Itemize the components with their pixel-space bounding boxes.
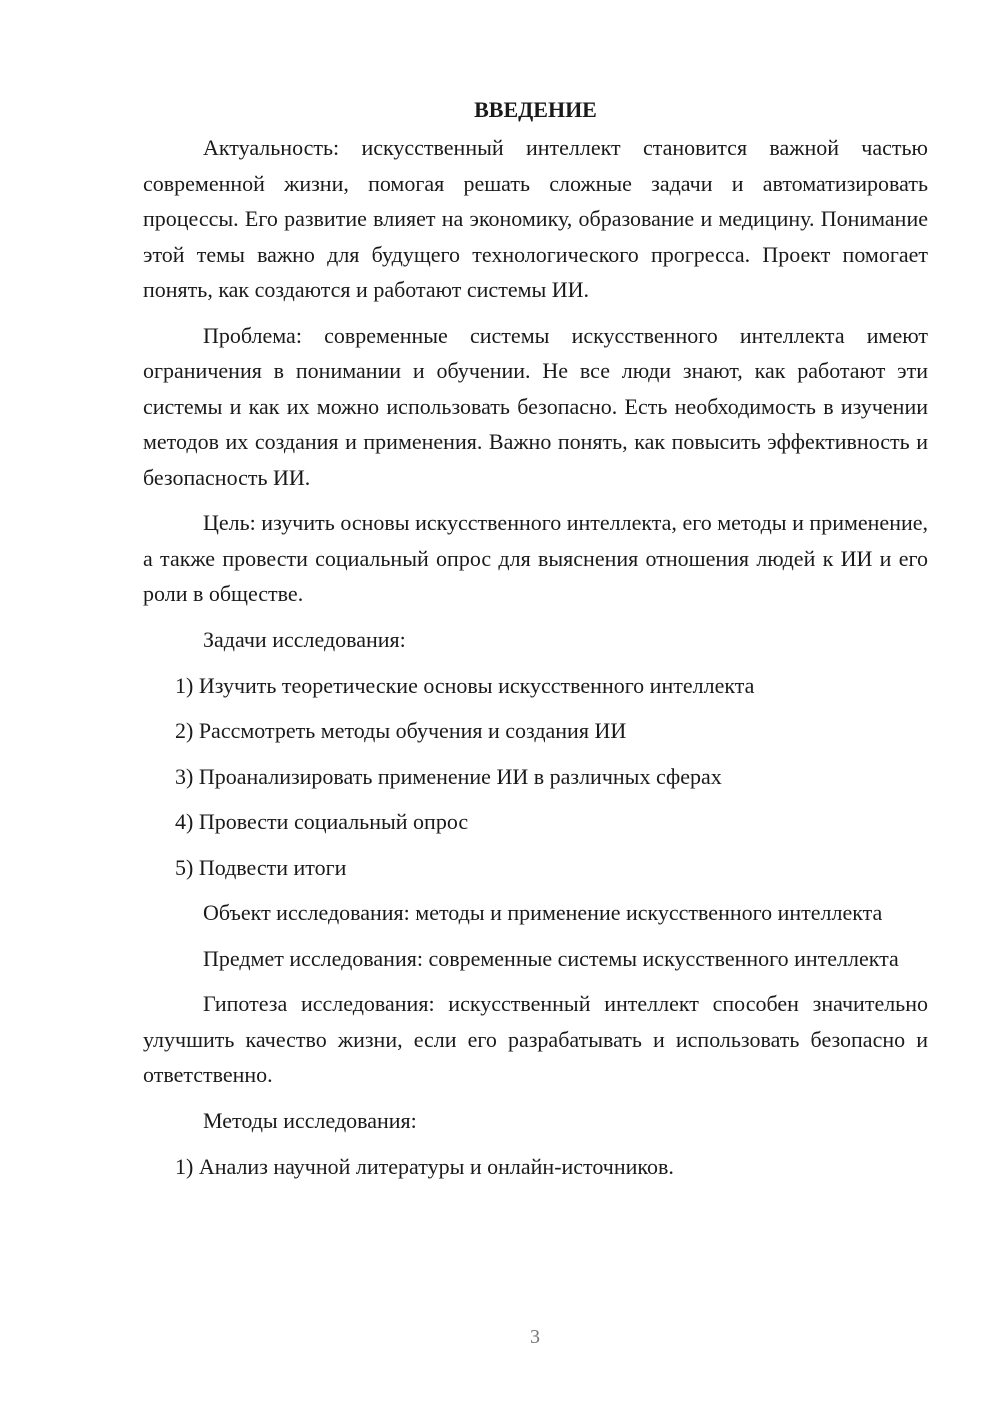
page-title: ВВЕДЕНИЕ <box>474 97 597 122</box>
relevance-paragraph: Актуальность: искусственный интеллект становится важной частью современной жизни, помогая решать сложные задачи и автоматизировать процессы. Его развитие влияет на экономику, образование и медицину. Понимание этой темы важно для будущего технологического прогресса. Проект помогает понять, как создаются и работают системы ИИ. <box>143 135 928 302</box>
problem-paragraph: Проблема: современные системы искусственного интеллекта имеют ограничения в понимании и обучении. Не все люди знают, как работают эти системы и как их можно использовать безопасно. Есть необходимость в изучении методов их создания и применения. Важно понять, как повысить эффективность и безопасность ИИ. <box>143 322 928 490</box>
task-item: 5) Подвести итоги <box>175 854 347 880</box>
tasks-label: Задачи исследования: <box>203 626 406 652</box>
page-number: 3 <box>530 1326 540 1348</box>
method-item: 1) Анализ научной литературы и онлайн-источников. <box>175 1153 674 1179</box>
task-item: 2) Рассмотреть методы обучения и создания ИИ <box>175 718 627 743</box>
methods-label: Методы исследования: <box>203 1107 417 1133</box>
task-item: 1) Изучить теоретические основы искусственного интеллекта <box>175 672 755 698</box>
hypothesis-paragraph: Гипотеза исследования: искусственный интеллект способен значительно улучшить качество жизни, если его разрабатывать и использовать безопасно и ответственно. <box>143 991 928 1087</box>
document-page <box>143 92 928 1194</box>
object-paragraph: Объект исследования: методы и применение искусственного интеллекта <box>203 900 883 925</box>
subject-paragraph: Предмет исследования: современные системы искусственного интеллекта <box>203 945 899 971</box>
task-item: 3) Проанализировать применение ИИ в различных сферах <box>175 763 722 789</box>
goal-paragraph: Цель: изучить основы искусственного интеллекта, его методы и применение, а также провести социальный опрос для выяснения отношения людей к ИИ и его роли в обществе. <box>143 510 928 606</box>
task-item: 4) Провести социальный опрос <box>175 809 469 834</box>
